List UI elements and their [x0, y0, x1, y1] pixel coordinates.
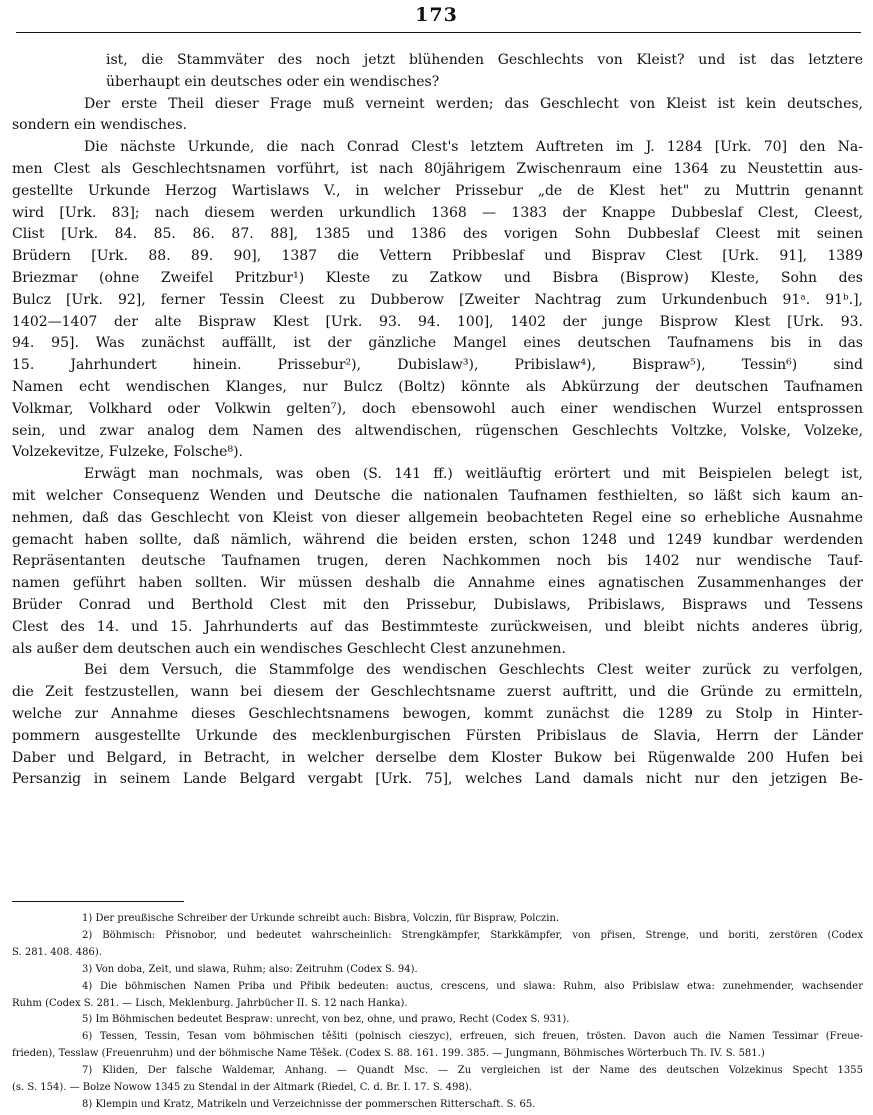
- page-number: 173: [415, 4, 458, 26]
- footnote-line: S. 281. 408. 486).: [12, 946, 102, 958]
- footnote-line: frieden), Tesslaw (Freuenruhm) und der böhmische Name Těšek. (Codex S. 88. 161. 199. 385. — Jungmann, Böhmisches Wörterbuch Th. IV. S. 581.): [12, 1048, 765, 1060]
- text-line: mit welcher Consequenz Wenden und Deutsche die nationalen Taufnamen festhielten, so läßt sich kaum an-: [12, 487, 863, 504]
- header-rule: [16, 32, 861, 33]
- text-line: sein, und zwar analog dem Namen des altwendischen, rügenschen Geschlechts Voltzke, Volske, Volzeke,: [12, 422, 863, 439]
- text-line: Brüdern [Urk. 88. 89. 90], 1387 die Vettern Pribbeslaf und Bisprav Clest [Urk. 91], 1389: [12, 248, 863, 265]
- text-line: als außer dem deutschen auch ein wendisches Geschlecht Clest anzunehmen.: [12, 640, 566, 657]
- text-line: men Clest als Geschlechtsnamen vorführt, ist nach 80jährigem Zwischenraum eine 1364 zu Neustettin aus-: [12, 160, 863, 177]
- text-line: überhaupt ein deutsches oder ein wendisches?: [106, 73, 440, 90]
- text-line: Erwägt man nochmals, was oben (S. 141 ff.) weitläuftig erörtert und mit Beispielen belegt ist,: [84, 466, 863, 483]
- text-line: welche zur Annahme dieses Geschlechtsnamens bewogen, kommt zunächst die 1289 zu Stolp in Hinter-: [12, 705, 863, 722]
- text-line: Clist [Urk. 84. 85. 86. 87. 88], 1385 und 1386 des vorigen Sohn Dubbeslaf Cleest mit seinen: [12, 226, 863, 243]
- text-line: Daber und Belgard, in Betracht, in welcher derselbe dem Kloster Bukow bei Rügenwalde 200 Hufen bei: [12, 749, 863, 766]
- text-line: namen geführt haben sollten. Wir müssen deshalb die Annahme eines agnatischen Zusammenhanges der: [12, 575, 863, 592]
- footnotes: [12, 911, 863, 1114]
- text-line: sondern ein wendisches.: [12, 117, 187, 134]
- footnote-line: 5) Im Böhmischen bedeutet Bespraw: unrecht, von bez, ohne, und prawo, Recht (Codex S. 931).: [82, 1014, 570, 1026]
- text-line: gemacht haben sollte, daß nämlich, während die beiden ersten, schon 1248 und 1249 kundbar werdenden: [12, 531, 863, 548]
- footnote-line: 1) Der preußische Schreiber der Urkunde schreibt auch: Bisbra, Volczin, für Bispraw, Polczin.: [82, 913, 560, 924]
- text-line: Brüder Conrad und Berthold Clest mit den Prissebur, Dubislaws, Pribislaws, Bispraws und Tessens: [12, 596, 863, 613]
- text-line: Volkmar, Volkhard oder Volkwin gelten⁷), doch ebensowohl auch einer wendischen Wurzel entsprossen: [12, 400, 863, 417]
- text-line: Der erste Theil dieser Frage muß verneint werden; das Geschlecht von Kleist ist kein deutsches,: [84, 95, 863, 112]
- text-line: die Zeit festzustellen, wann bei diesem der Geschlechtsname zuerst auftritt, und die Gründe zu ermitteln,: [12, 684, 863, 701]
- text-line: Briezmar (ohne Zweifel Pritzbur¹) Kleste zu Zatkow und Bisbra (Bisprow) Kleste, Sohn des: [12, 269, 863, 286]
- text-line: ist, die Stammväter des noch jetzt blühenden Geschlechts von Kleist? und ist das letztere: [106, 52, 863, 68]
- text-line: wird [Urk. 83]; nach diesem werden urkundlich 1368 — 1383 der Knappe Dubbeslaf Clest, Cleest,: [12, 204, 863, 221]
- text-line: 1402—1407 der alte Bispraw Klest [Urk. 93. 94. 100], 1402 der junge Bisprow Klest [Urk. 93.: [12, 313, 863, 330]
- text-line: pommern ausgestellte Urkunde des mecklenburgischen Fürsten Pribislaus de Slavia, Herrn der Länder: [12, 727, 863, 744]
- text-line: Clest des 14. und 15. Jahrhunderts auf das Bestimmteste zurückweisen, und bleibt nichts anderes übrig,: [12, 618, 863, 635]
- text-line: Repräsentanten deutsche Taufnamen trugen, deren Nachkommen noch bis 1402 nur wendische Tauf-: [12, 553, 863, 570]
- footnote-line: 6) Tessen, Tessin, Tesan vom böhmischen těšiti (polnisch cieszyc), erfreuen, sich freuen, trösten. Davon auch die Namen Tessimar (Freue-: [82, 1031, 863, 1043]
- text-line: Die nächste Urkunde, die nach Conrad Clest's letztem Auftreten im J. 1284 [Urk. 70] den Na-: [84, 139, 863, 156]
- text-line: Bulcz [Urk. 92], ferner Tessin Cleest zu Dubberow [Zweiter Nachtrag zum Urkundenbuch 91ᵃ. 91ᵇ.],: [12, 291, 863, 308]
- body-text: [12, 50, 863, 791]
- text-line: nehmen, daß das Geschlecht von Kleist von dieser allgemein beobachteten Regel eine so erhebliche Ausnahme: [12, 509, 863, 526]
- footnote-line: 2) Böhmisch: Přisnobor, und bedeutet wahrscheinlich: Strengkämpfer, Starkkämpfer, von přisen, Strenge, und boriti, zerstören (Codex: [82, 929, 863, 941]
- text-line: 94. 95]. Was zunächst auffällt, ist der gänzliche Mangel eines deutschen Taufnamens bis in das: [12, 335, 863, 352]
- text-line: Namen echt wendischen Klanges, nur Bulcz (Boltz) könnte als Abkürzung der deutschen Taufnamen: [12, 378, 863, 395]
- text-line: Volzekevitze, Fulzeke, Folsche⁸).: [12, 444, 243, 461]
- footnote-line: 4) Die böhmischen Namen Priba und Přibik bedeuten: auctus, crescens, und slawa: Ruhm, also Pribislaw etwa: zunehmender, wachsender: [82, 980, 863, 992]
- footnote-line: 7) Kliden, Der falsche Waldemar, Anhang. — Quandt Msc. — Zu vergleichen ist der Name des deutschen Volzekinus Specht 1355: [82, 1065, 863, 1077]
- footnote-line: 3) Von doba, Zeit, und slawa, Ruhm; also: Zeitruhm (Codex S. 94).: [82, 963, 418, 975]
- text-line: Persanzig in seinem Lande Belgard vergabt [Urk. 75], welches Land damals nicht nur den jetzigen Be-: [12, 771, 863, 788]
- text-line: 15. Jahrhundert hinein. Prissebur²), Dubislaw³), Pribislaw⁴), Bispraw⁵), Tessin⁶) sind: [12, 357, 863, 374]
- footnote-rule: [12, 901, 184, 902]
- footnote-line: (s. S. 154). — Bolze Nowow 1345 zu Stendal in der Altmark (Riedel, C. d. Br. I. 17. S. 498).: [12, 1082, 472, 1094]
- text-line: gestellte Urkunde Herzog Wartislaws V., in welcher Prissebur „de de Klest het" zu Muttrin genannt: [12, 182, 863, 199]
- text-line: Bei dem Versuch, die Stammfolge des wendischen Geschlechts Clest weiter zurück zu verfolgen,: [84, 662, 863, 679]
- footnote-line: Ruhm (Codex S. 281. — Lisch, Meklenburg. Jahrbücher II. S. 12 nach Hanka).: [12, 997, 408, 1009]
- footnote-line: 8) Klempin und Kratz, Matrikeln und Verzeichnisse der pommerschen Ritterschaft. S. 65.: [82, 1098, 536, 1110]
